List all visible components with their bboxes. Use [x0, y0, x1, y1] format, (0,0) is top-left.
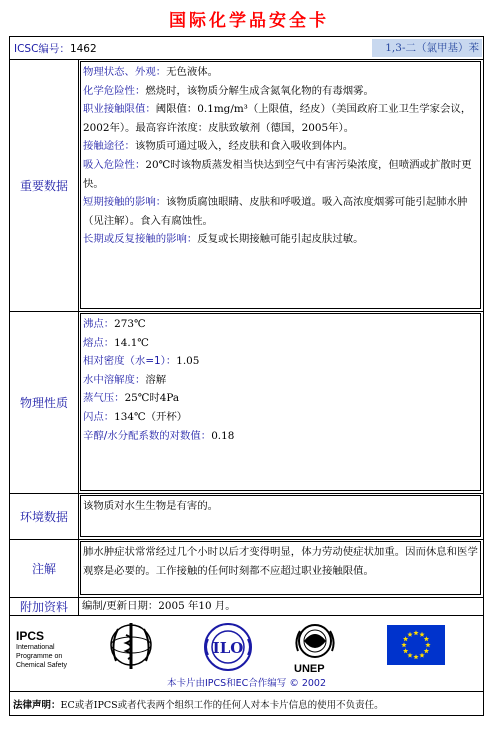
section-physical: [10, 311, 483, 494]
physical-content: [80, 313, 481, 491]
legal-notice: [10, 691, 483, 717]
eu-flag-icon: [387, 625, 445, 665]
card-title: 国际化学品安全卡: [169, 11, 329, 31]
card-header: [10, 37, 483, 60]
item-inhalation: 吸入危险性：20℃时该物质蒸发相当快达到空气中有害污染浓度，但喷洒或扩散时更快。: [83, 158, 472, 190]
footer-logos: [10, 615, 483, 692]
item-melting-point: 熔点：14.1℃: [83, 336, 149, 349]
section-label-important: 重要数据: [10, 59, 79, 311]
item-appearance: 物理状态、外观：无色液体。: [83, 66, 219, 78]
section-label-additional: 附加资料: [10, 597, 79, 615]
section-important: [10, 59, 483, 312]
section-label-notes: 注解: [10, 539, 79, 597]
item-exposure-limits: 职业接触限值：阈限值：0.1mg/m³（上限值，经皮）（美国政府工业卫生学家会议，2002年）。最高容许浓度：皮肤致敏剂（德国，2005年）。: [83, 103, 472, 134]
section-environment: [10, 493, 483, 540]
chemical-name: 1,3-二（氯甲基）苯: [372, 39, 482, 57]
item-vapor-pressure: 蒸气压：25℃时4Pa: [83, 392, 180, 405]
environment-text: 该物质对水生生物是有害的。: [80, 495, 481, 537]
safety-card: [9, 36, 484, 716]
legal-text: EC或者IPCS或者代表两个组织工作的任何人对本卡片信息的使用不负责任。: [60, 700, 384, 711]
section-notes: [10, 539, 483, 598]
unep-label: UNEP: [294, 663, 325, 675]
item-short-term: 短期接触的影响：该物质腐蚀眼睛、皮肤和呼吸道。吸入高浓度烟雾可能引起肺水肿（见注解）。食入有腐蚀性。: [83, 196, 468, 227]
item-boiling-point: 沸点：273℃: [83, 318, 146, 330]
important-content: [80, 61, 481, 309]
ilo-emblem-icon: [202, 621, 254, 673]
notes-text: 肺水肿症状常常经过几个小时以后才变得明显，体力劳动使症状加重。因而休息和医学观察是必要的。工作接触的任何时刻都不应超过职业接触限值。: [80, 541, 481, 595]
item-density: 相对密度（水=1）：1.05: [83, 355, 200, 368]
item-chemical-hazard: 化学危险性：燃烧时，该物质分解生成含氮氧化物的有毒烟雾。: [83, 84, 374, 97]
section-label-physical: 物理性质: [10, 311, 79, 493]
icsc-number-field: [14, 41, 97, 56]
item-routes: 接触途径：该物质可通过吸入，经皮肤和食入吸收到体内。: [83, 140, 354, 153]
section-label-environment: 环境数据: [10, 493, 79, 539]
item-flash-point: 闪点：134℃（开杯）: [83, 410, 188, 423]
additional-text: 编制/更新日期：2005 年10 月。: [82, 600, 236, 612]
icsc-label: ICSC编号：: [14, 43, 70, 55]
icsc-number: 1462: [69, 43, 97, 55]
ipcs-logo: IPCS International Programme on Chemical Safety: [16, 629, 67, 669]
item-long-term: 长期或反复接触的影响：反复或长期接触可能引起皮肤过敏。: [83, 233, 364, 246]
who-emblem-icon: [106, 621, 156, 673]
item-log-kow: 辛醇/水分配系数的对数值：0.18: [83, 429, 235, 442]
svg-text:ILO: ILO: [212, 639, 244, 657]
legal-label: 法律声明：: [13, 700, 61, 711]
unep-emblem-icon: [290, 621, 340, 665]
credit-text: 本卡片由IPCS和EC合作编写 © 2002: [166, 678, 327, 689]
section-additional: [10, 597, 483, 616]
item-solubility: 水中溶解度：溶解: [83, 373, 167, 386]
